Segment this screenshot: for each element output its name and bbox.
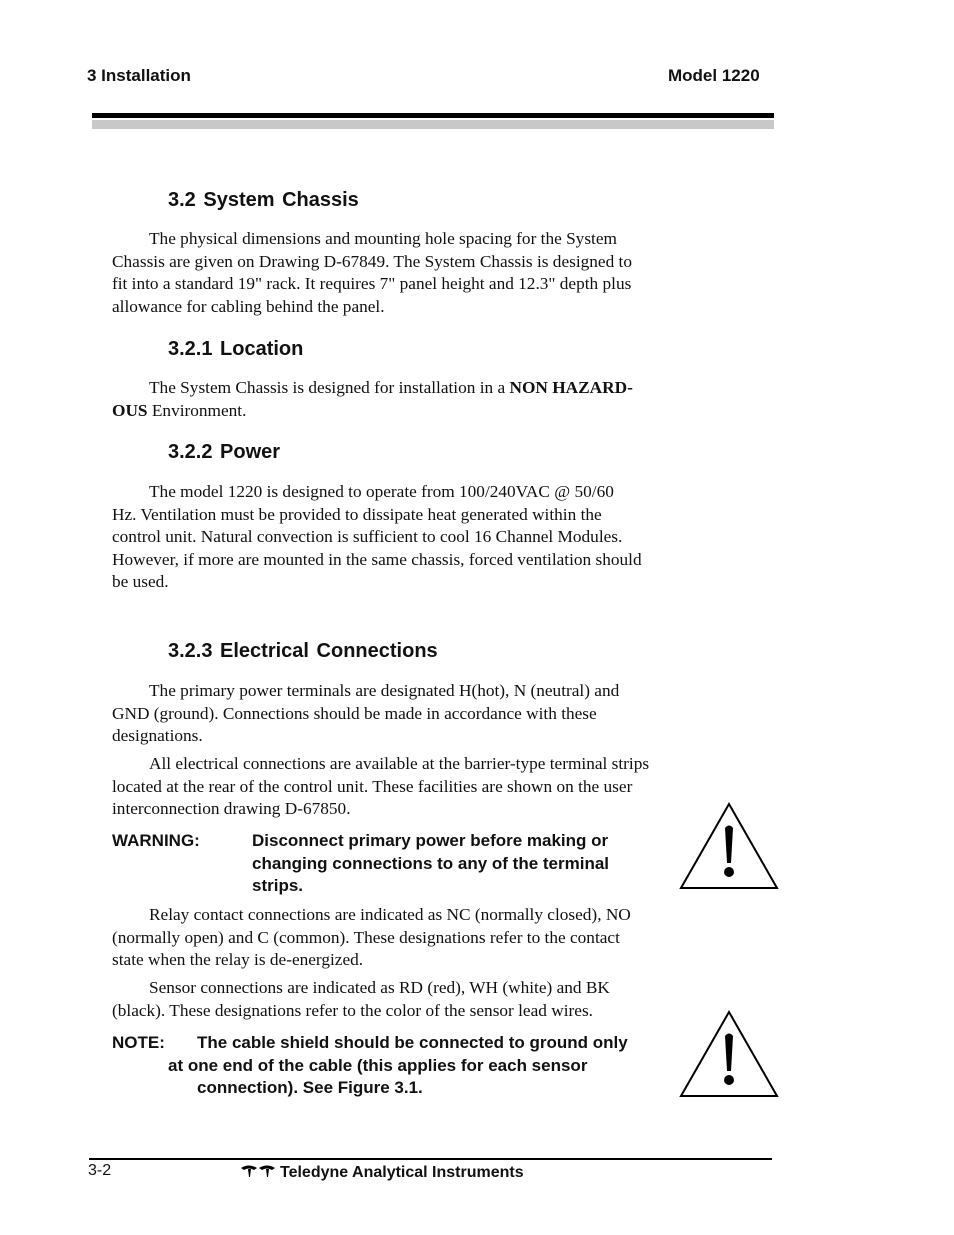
para-line: Sensor connections are indicated as RD (red), WH (white) and BK — [149, 978, 610, 997]
heading-3-2-1: 3.2.1 Location — [168, 338, 304, 360]
note-line-2: at one end of the cable (this applies for each sensor — [168, 1056, 588, 1075]
para-line: Relay contact connections are indicated as NC (normally closed), NO — [149, 905, 631, 924]
heading-3-2-2: 3.2.2 Power — [168, 441, 281, 463]
para-line: The model 1220 is designed to operate from 100/240VAC @ 50/60 — [149, 482, 614, 501]
header-rule-shade — [92, 120, 774, 129]
para-line: fit into a standard 19" rack. It requires 7" panel height and 12.3" depth plus — [112, 274, 632, 294]
para-3-2 — [112, 228, 682, 318]
hazard-bold: NON HAZARD- — [509, 378, 633, 397]
warning-triangle-icon — [678, 1009, 780, 1099]
warning-line: changing connections to any of the terminal — [252, 853, 610, 873]
hazard-bold-cont: OUS — [112, 400, 148, 420]
warning-label: WARNING: — [112, 831, 200, 850]
para-line — [112, 377, 682, 400]
warning-triangle-icon — [678, 801, 780, 891]
para-line: be used. — [112, 572, 169, 592]
para-line: Chassis are given on Drawing D-67849. The System Chassis is designed to — [112, 251, 632, 271]
para-line: (black). These designations refer to the color of the sensor lead wires. — [112, 1000, 593, 1020]
para-3-2-3-c — [112, 904, 682, 972]
para-3-2-3-d — [112, 977, 682, 1022]
para-line: (normally open) and C (common). These designations refer to the contact — [112, 927, 620, 947]
para-3-2-3-b — [112, 753, 682, 821]
page-number: 3-2 — [88, 1162, 112, 1179]
para-3-2-2 — [112, 481, 682, 594]
header-rule — [92, 113, 774, 118]
warning-line: strips. — [252, 876, 304, 896]
header-model: Model 1220 — [668, 66, 760, 85]
footer-rule — [89, 1158, 772, 1160]
para-line: allowance for cabling behind the panel. — [112, 296, 385, 316]
note-line-1: The cable shield should be connected to ground only — [197, 1033, 628, 1052]
para-3-2-3-a — [112, 680, 682, 748]
para-line: control unit. Natural convection is sufficient to cool 16 Channel Modules. — [112, 527, 623, 547]
heading-3-2: 3.2 System Chassis — [168, 189, 359, 211]
teledyne-logo-icon — [240, 1163, 276, 1179]
para-line: interconnection drawing D-67850. — [112, 799, 351, 819]
note-line-3: connection). See Figure 3.1. — [197, 1078, 423, 1097]
heading-3-2-3: 3.2.3 Electrical Connections — [168, 640, 438, 662]
para-line: The physical dimensions and mounting hole spacing for the System — [149, 229, 617, 248]
para-line: GND (ground). Connections should be made in accordance with these — [112, 703, 597, 723]
para-line: All electrical connections are available at the barrier-type terminal strips — [149, 754, 650, 773]
para-3-2-1 — [112, 377, 682, 422]
para-line: However, if more are mounted in the same chassis, forced ventilation should — [112, 549, 642, 569]
para-line — [112, 400, 682, 423]
footer-brand: Teledyne Analytical Instruments — [280, 1164, 524, 1181]
para-line: Hz. Ventilation must be provided to dissipate heat generated within the — [112, 504, 602, 524]
para-line: The primary power terminals are designated H(hot), N (neutral) and — [149, 681, 620, 700]
para-line: designations. — [112, 726, 203, 746]
warning-text — [252, 830, 609, 898]
warning-line: Disconnect primary power before making or — [252, 831, 609, 850]
location-text-end: Environment. — [147, 400, 247, 420]
para-line: state when the relay is de-energized. — [112, 950, 364, 970]
location-text: The System Chassis is designed for installation in a — [149, 378, 510, 397]
para-line: located at the rear of the control unit. These facilities are shown on the user — [112, 776, 633, 796]
note-label: NOTE: — [112, 1033, 165, 1052]
header-section: 3 Installation — [87, 66, 191, 85]
